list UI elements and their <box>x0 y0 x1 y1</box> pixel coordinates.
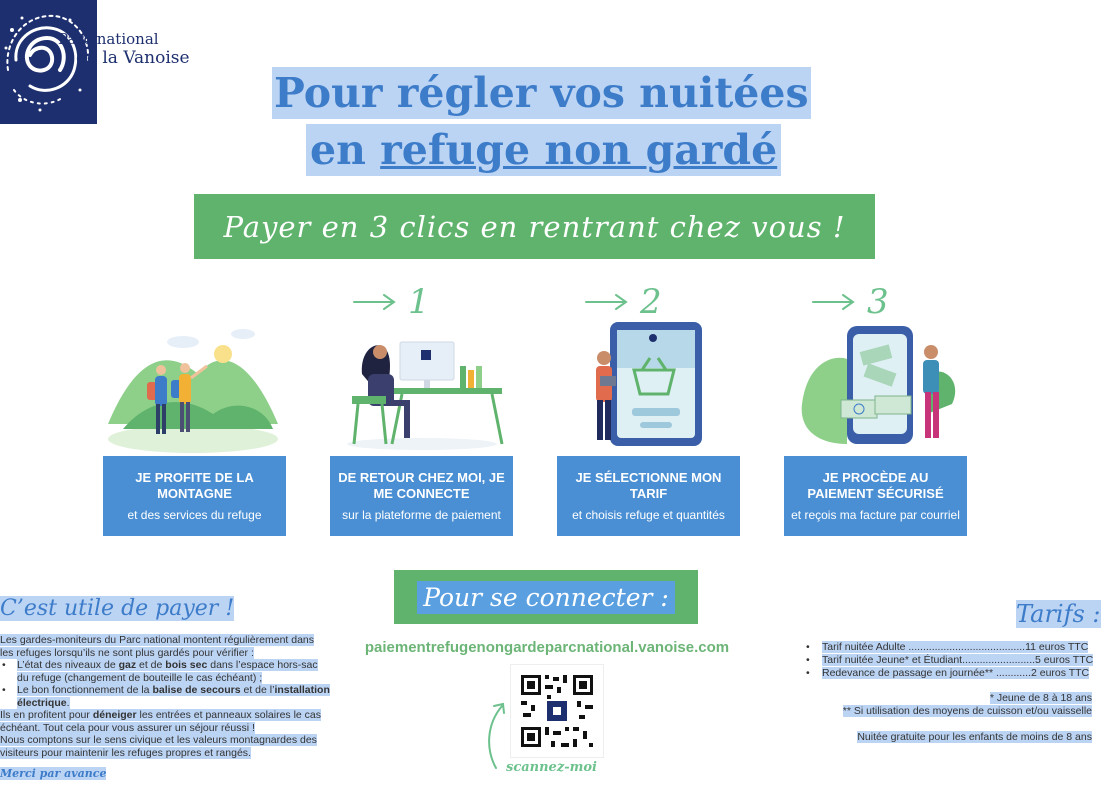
useful-to-pay-body <box>0 634 330 759</box>
title-line-1: Pour régler vos nuitées <box>274 69 809 117</box>
bold-run: installation électrique <box>17 684 330 709</box>
step-subtext: sur la plateforme de paiement <box>342 508 501 522</box>
tarif-text: Tarif nuitée Adulte ........................................11 euros TTC <box>822 641 1089 653</box>
payment-url-link[interactable]: paiementrefugenongardeparcnational.vanoise.com <box>364 639 730 656</box>
bold-run: déneiger <box>92 709 137 721</box>
tablet-basket-illustration <box>560 304 740 454</box>
thanks-text: Merci par avance <box>0 767 107 780</box>
checklist <box>0 659 330 709</box>
step-heading: JE PROFITE DE LA MONTAGNE <box>135 470 254 501</box>
computer-user-illustration <box>332 304 512 454</box>
tarif-row: • Tarif nuitée Adulte ........................................11 euros TTC <box>806 641 1089 653</box>
step-box-1 <box>330 456 513 536</box>
step-box-3 <box>784 456 967 536</box>
text-run: . <box>66 696 70 709</box>
connect-title: Pour se connecter : <box>417 581 675 614</box>
hikers-illustration <box>103 304 283 454</box>
park-name-line1: Parc national <box>58 30 159 48</box>
step-number-text: 1 <box>408 282 430 322</box>
title-line-2 <box>306 124 781 176</box>
qr-code-icon <box>511 665 603 757</box>
step-number-text: 2 <box>640 282 662 322</box>
text-run: les entrées et panneaux solaires le cas échéant. Tout cela pour vous assurer un séjour réussi ! <box>0 709 322 734</box>
text-run: Ils en profitent pour <box>0 709 93 721</box>
tarif-text: Redevance de passage en journée** ............2 euros TTC <box>822 667 1090 679</box>
text-run: et de <box>136 659 166 671</box>
step-heading: JE PROCÈDE AU PAIEMENT SÉCURISÉ <box>807 470 944 501</box>
step-number-text: 3 <box>867 282 889 322</box>
bold-run: gaz <box>118 659 137 671</box>
title-underlined: refuge non gardé <box>380 126 778 174</box>
tarifs-title: Tarifs : <box>1016 600 1101 628</box>
useful-to-pay-title: C’est utile de payer ! <box>0 596 235 621</box>
civic-text: Nous comptons sur le sens civique et les valeurs montagnardes des visiteurs pour maintenir les refuges propres et rangés. <box>0 734 317 759</box>
connect-banner <box>394 570 698 624</box>
step-subtext: et reçois ma facture par courriel <box>791 508 960 522</box>
bold-run: bois sec <box>165 659 208 671</box>
park-name <box>58 30 208 68</box>
list-item <box>0 659 330 684</box>
note-youth: * Jeune de 8 à 18 ans <box>989 692 1092 704</box>
step-subtext: et choisis refuge et quantités <box>572 508 725 522</box>
green-banner <box>194 194 875 259</box>
phone-payment-illustration <box>787 304 967 454</box>
tarif-row: • Tarif nuitée Jeune* et Étudiant.........................5 euros TTC <box>806 654 1094 666</box>
intro-text: Les gardes-moniteurs du Parc national montent régulièrement dans les refuges lorsqu’ils ne sont plus gardés pour vérifier : <box>0 634 315 659</box>
list-item <box>0 684 330 709</box>
text-run: L’état des niveaux de <box>17 659 119 671</box>
qr-code[interactable] <box>510 664 604 758</box>
scan-me-label: scannez-moi <box>506 760 597 775</box>
title-line-2-prefix: en <box>310 126 381 174</box>
text-run: et de l’ <box>240 684 275 696</box>
note-cooking: ** Si utilisation des moyens de cuisson et/ou vaisselle <box>842 705 1092 717</box>
step-subtext: et des services du refuge <box>127 508 262 522</box>
tarifs-list <box>806 641 1094 680</box>
text-run: Le bon fonctionnement de la <box>17 684 153 696</box>
step-heading: JE SÉLECTIONNE MON TARIF <box>575 470 722 501</box>
step-box-0 <box>103 456 286 536</box>
tarif-notes <box>780 692 1092 744</box>
park-name-line2: de la Vanoise <box>76 48 190 68</box>
bold-run: balise de secours <box>152 684 241 696</box>
note-free: Nuitée gratuite pour les enfants de moins de 8 ans <box>857 731 1092 743</box>
tarif-row: • Redevance de passage en journée** ............2 euros TTC <box>806 667 1090 679</box>
banner-text: Payer en 3 clics en rentrant chez vous ! <box>223 209 846 244</box>
text-run: dans l’espace hors-sac du refuge (changement de bouteille le cas échéant) ; <box>17 659 318 684</box>
step-box-2 <box>557 456 740 536</box>
step-heading: DE RETOUR CHEZ MOI, JE ME CONNECTE <box>338 470 505 501</box>
tarif-text: Tarif nuitée Jeune* et Étudiant.........................5 euros TTC <box>822 654 1094 666</box>
